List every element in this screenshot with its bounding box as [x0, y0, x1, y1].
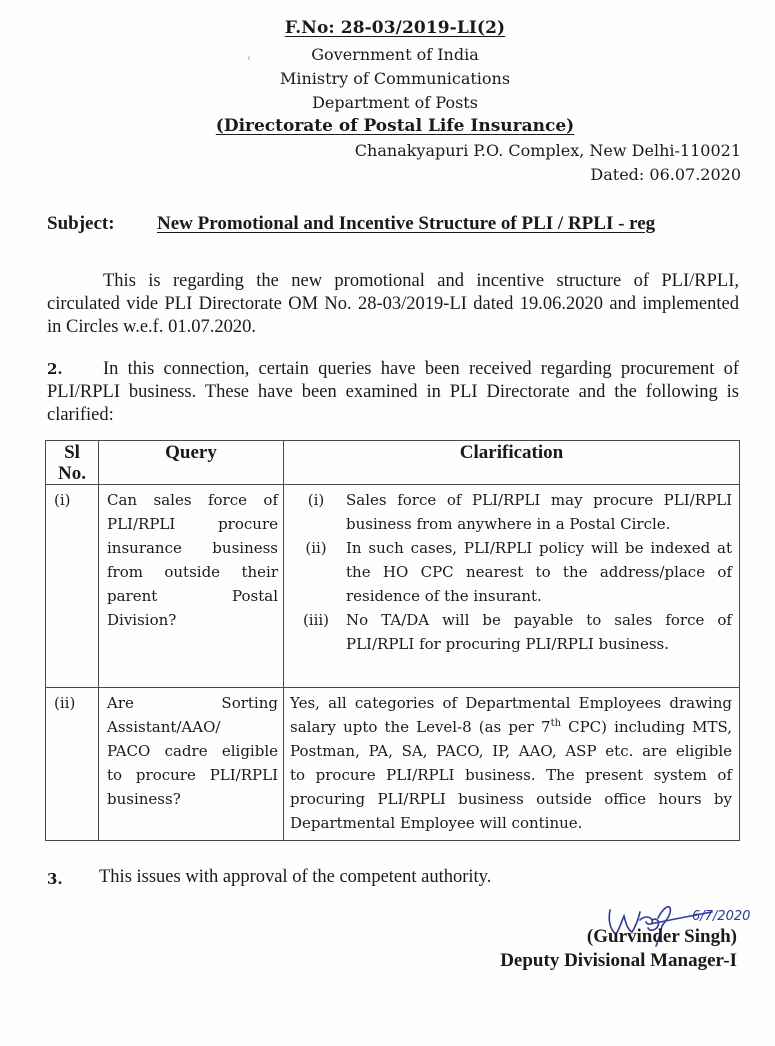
row-sl-number: (i) [46, 485, 99, 688]
signatory-designation: Deputy Divisional Manager-I [500, 950, 737, 971]
clarification-item [290, 608, 732, 656]
clarification-line: to procure PLI/RPLI business. The present system of [290, 766, 732, 784]
government-line: Government of India [311, 45, 479, 64]
department-line: Department of Posts [312, 93, 478, 112]
query-line: PACO cadre eligible [107, 742, 278, 760]
row-clarification [284, 688, 740, 841]
subject-label: Subject: [47, 213, 115, 234]
superscript-th: th [550, 718, 562, 729]
table-row [46, 485, 740, 688]
paragraph-2-text: In this connection, certain queries have been received regarding procurement of PLI/RPLI business. These have been examined in PLI Directorate and the following is clarified: [47, 359, 739, 425]
clarification-line: Yes, all categories of Departmental Employees drawing [290, 694, 732, 712]
clarification-line [290, 715, 732, 739]
clarification-table [45, 440, 740, 841]
clarification-item-number: (i) [307, 491, 325, 509]
clarification-item-number: (iii) [302, 611, 330, 629]
table-header-row [46, 441, 740, 485]
header-sl-text: Sl [64, 442, 80, 463]
header-no-text: No. [58, 463, 86, 484]
paragraph-3-text: This issues with approval of the competent authority. [99, 867, 492, 887]
clarification-item [290, 488, 732, 536]
clarification-line: Sales force of PLI/RPLI may procure PLI/RPLI [346, 491, 732, 509]
header-query: Query [99, 441, 284, 485]
row-clarification [284, 485, 740, 688]
office-address: Chanakyapuri P.O. Complex, New Delhi-110021 [354, 141, 741, 160]
row-query [99, 688, 284, 841]
paragraph-3-number: 3. [47, 870, 63, 888]
query-line: business? [107, 790, 181, 808]
subject-text: New Promotional and Incentive Structure of PLI / RPLI - reg [157, 213, 656, 234]
query-line: PLI/RPLI procure [107, 515, 278, 533]
clarification-line: the HO CPC nearest to the address/place of [346, 563, 732, 581]
clarification-line: business from anywhere in a Postal Circle. [346, 515, 671, 533]
query-line: parent Postal [107, 587, 278, 605]
directorate-line: (Directorate of Postal Life Insurance) [215, 116, 575, 136]
clarification-item-text [346, 608, 732, 656]
clarification-line: residence of the insurant. [346, 587, 542, 605]
clarification-item [290, 536, 732, 608]
table-row [46, 688, 740, 841]
clarification-text: CPC) including MTS, [561, 718, 732, 736]
row-query [99, 485, 284, 688]
clarification-text: salary upto the Level-8 (as per 7 [290, 718, 551, 736]
scan-artifact-mark: ‹ [247, 53, 251, 64]
paragraph-2 [47, 358, 739, 427]
ministry-line: Ministry of Communications [279, 69, 511, 88]
clarification-line: procuring PLI/RPLI business outside office hours by [290, 790, 732, 808]
header-clarification: Clarification [284, 441, 740, 485]
document-date: Dated: 06.07.2020 [590, 165, 741, 184]
signature-date: 6/7/2020 [692, 909, 751, 924]
clarification-item-text [346, 536, 732, 608]
clarification-line: Departmental Employee will continue. [290, 814, 583, 832]
clarification-line: In such cases, PLI/RPLI policy will be indexed at [346, 539, 732, 557]
query-line: Are Sorting [107, 694, 278, 712]
paragraph-2-number: 2. [47, 360, 63, 378]
query-line: insurance business [107, 539, 278, 557]
query-line: to procure PLI/RPLI [107, 766, 278, 784]
clarification-line: No TA/DA will be payable to sales force of [346, 611, 732, 629]
row-sl-number: (ii) [46, 688, 99, 841]
query-line: Assistant/AAO/ [107, 718, 221, 736]
clarification-item-number: (ii) [305, 539, 327, 557]
file-number: F.No: 28-03/2019-LI(2) [284, 18, 506, 38]
query-line: Can sales force of [107, 491, 278, 509]
clarification-item-text [346, 488, 732, 536]
signatory-name: (Gurvinder Singh) [586, 926, 737, 947]
clarification-line: Postman, PA, SA, PACO, IP, AAO, ASP etc. are eligible [290, 742, 732, 760]
paragraph-1: This is regarding the new promotional and incentive structure of PLI/RPLI, circulated vide PLI Directorate OM No. 28-03/2019-LI dated 19.06.2020 and implemented in Circles w.e.f. 01.07.2020. [47, 271, 739, 337]
clarification-line: PLI/RPLI for procuring PLI/RPLI business. [346, 635, 669, 653]
query-line: from outside their [107, 563, 278, 581]
query-line: Division? [107, 611, 177, 629]
header-sl-no [46, 441, 99, 485]
